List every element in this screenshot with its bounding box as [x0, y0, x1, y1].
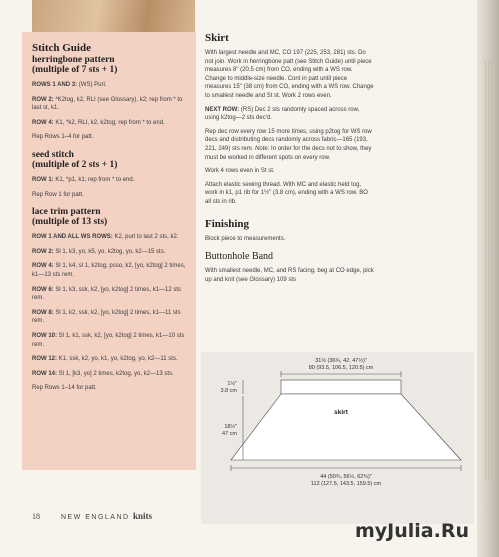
- page-gutter: [477, 0, 499, 557]
- lace-row: ROW 2: Sl 1, k3, yo, k5, yo, k2tog, yo, k2—15 sts.: [32, 248, 166, 255]
- skirt-label: skirt: [334, 409, 348, 416]
- herringbone-row: ROW 2: *K2tog, k2, RLI (see Glossary), k2; rep from * to last st, k1.: [32, 96, 183, 112]
- buttonhole-text: With smallest needle, MC, and RS facing, beg at CO edge, pick up and knit (see Glossary) 109 sts: [205, 268, 374, 283]
- skirt-paragraph: With largest needle and MC, CO 197 (225, 253, 281) sts. Do not join. Work in herringbone patt (see Stitch Guide) until piece measures 8" (20.5 cm) from CO, ending with a WS row. Change to middle-size needle. Cont in patt until piece measures 15" (38 cm) from CO, ending with a WS row. Change to smallest needle and St st. Work 2 rows even.: [205, 50, 374, 99]
- herringbone-title: herringbone pattern: [32, 55, 115, 65]
- book-title-knits: knits: [133, 511, 153, 521]
- instructions-column: [205, 32, 375, 284]
- book-title: NEW ENGLAND: [60, 514, 134, 521]
- seed-row: Rep Row 1 for patt.: [32, 191, 84, 198]
- herringbone-row: ROWS 1 AND 3: (WS) Purl.: [32, 82, 107, 88]
- lace-row: ROW 6: Sl 1, k3, ssk, k2, [yo, k2tog] 2 times, k1—12 sts rem.: [32, 286, 182, 302]
- skirt-schematic: [201, 352, 474, 524]
- bottom-width-cm: 112 (127.5, 143.5, 159.5) cm: [310, 481, 382, 487]
- waistband-shape: [281, 380, 401, 394]
- watermark: myJulia.Ru: [355, 520, 469, 542]
- lace-title: lace trim pattern: [32, 207, 101, 218]
- lace-row: ROW 12: K1, ssk, k2, yo, k1, yo, k2tog, yo, k2—11 sts.: [32, 356, 178, 363]
- lace-row: ROW 8: Sl 1, k2, ssk, k2, [yo, k2tog] 2 times, k1—11 sts rem.: [32, 309, 181, 325]
- herringbone-row: ROW 4: K1, *k2, RLI, k2, k2tog; rep from * to end.: [32, 119, 165, 126]
- lace-row: ROW 4: Sl 1, k4, sl 1, k2tog, psso, k2, [yo, k2tog] 2 times, k1—13 sts rem.: [32, 263, 186, 278]
- finishing-heading: Finishing: [205, 217, 250, 230]
- finishing-text: Block piece to measurements.: [205, 235, 286, 242]
- lace-row: Rep Rows 1–14 for patt.: [32, 385, 97, 392]
- top-width-in: 31½ (36¾, 42, 47½)": [315, 358, 367, 364]
- page-footer: [32, 511, 152, 521]
- stitch-guide-panel: [22, 32, 196, 470]
- seed-title: seed stitch: [32, 149, 74, 160]
- skirt-height-cm: 47 cm: [222, 431, 237, 437]
- bottom-width-in: 44 (50¾, 56½, 62¾)": [320, 474, 372, 480]
- decrease-paragraph: Rep dec row every row 15 more times, using p2tog for WS row decs and distributing decs randomly across fabric—165 (193, 221, 249) sts rem. Note: In order for the decs not to show, they must be worked in different spots on every row.: [205, 128, 372, 161]
- lace-row: ROW 10: Sl 1, k1, ssk, k2, [yo, k2tog] 2 times, k1—10 sts rem.: [32, 332, 185, 348]
- herringbone-multiple: (multiple of 7 sts + 1): [32, 65, 118, 75]
- next-row-paragraph: NEXT ROW: (RS) Dec 2 sts randomly spaced across row, using k2tog—2 sts dec'd.: [205, 106, 360, 122]
- buttonhole-heading: Buttonhole Band: [205, 251, 274, 263]
- seed-row: ROW 1: K1, *p1, k1; rep from * to end.: [32, 176, 135, 183]
- herringbone-row: Rep Rows 1–4 for patt.: [32, 134, 94, 141]
- band-height-in: 1½": [227, 381, 237, 387]
- top-photo-strip: [32, 0, 195, 32]
- skirt-height-in: 18½": [224, 424, 237, 430]
- stitch-guide-title: Stitch Guide: [32, 42, 91, 54]
- skirt-heading: Skirt: [205, 32, 229, 44]
- lace-row: ROW 14: Sl 1, [k3, yo] 2 times, k2tog, yo, k2—13 sts.: [32, 370, 174, 377]
- band-height-cm: 3.8 cm: [220, 388, 237, 394]
- work-even-paragraph: Work 4 rows even in St st.: [205, 168, 275, 175]
- page-number: 18: [32, 512, 40, 521]
- attach-paragraph: Attach elastic sewing thread. With MC and elastic held tog, work in k1, p1 rib for 1½" (3.8 cm), ending with a WS row. BO all sts in rib.: [205, 181, 368, 205]
- seed-multiple: (multiple of 2 sts + 1): [32, 159, 118, 170]
- top-width-cm: 80 (93.5, 106.5, 120.5) cm: [308, 365, 374, 371]
- lace-row: ROW 1 AND ALL WS ROWS: K2, purl to last 2 sts, k2.: [32, 234, 179, 241]
- lace-multiple: (multiple of 13 sts): [32, 217, 108, 228]
